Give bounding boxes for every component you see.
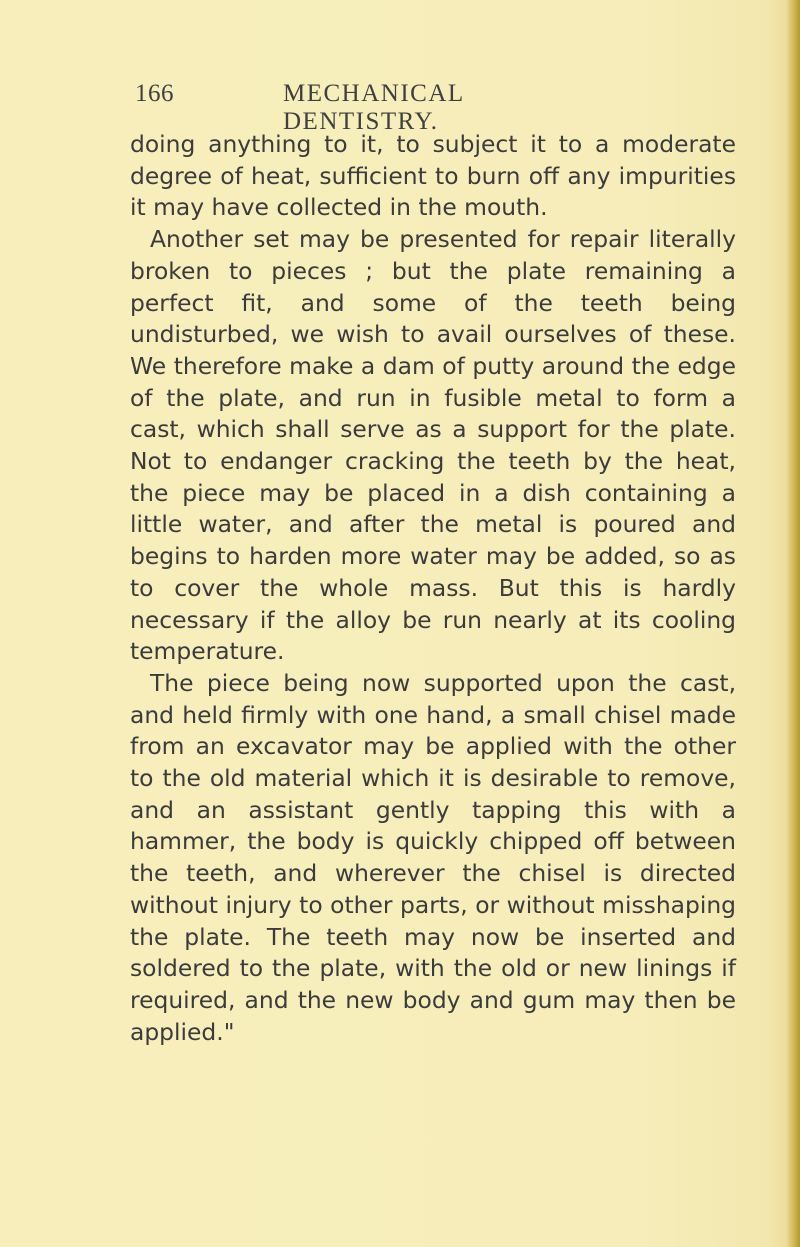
paragraph-continuation: doing anything to it, to subject it to a moderate degree of heat, sufficient to burn off any impurities it may have collected in the mouth. xyxy=(130,130,736,222)
running-title: MECHANICAL DENTISTRY. xyxy=(283,80,464,135)
paragraph-chisel-method: The piece being now supported upon the cast, and held firmly with one hand, a small chisel made from an excavator may be applied with the other to the old material which it is desirable to remove, and an assistant gently tapping this with a hammer, the body is quickly chipped off between the teeth, and wherever the chisel is directed without injury to other parts, or without misshaping the plate. The teeth may now be inserted and soldered to the plate, with the old or new linings if required, and the new body and gum may then be applied." xyxy=(130,668,736,1046)
page-number: 166 xyxy=(135,80,174,107)
body-text xyxy=(130,129,736,1048)
page-edge-shadow xyxy=(786,0,800,1247)
page-header xyxy=(135,80,595,135)
paragraph-repair-method: Another set may be presented for repair literally broken to pieces ; but the plate remaining a perfect fit, and some of the teeth being undisturbed, we wish to avail ourselves of these. We therefore make a dam of putty around the edge of the plate, and run in fusible metal to form a cast, which shall serve as a support for the plate. Not to endanger cracking the teeth by the heat, the piece may be placed in a dish containing a little water, and after the metal is poured and begins to harden more water may be added, so as to cover the whole mass. But this is hardly necessary if the alloy be run nearly at its cooling temperature. xyxy=(130,225,736,666)
